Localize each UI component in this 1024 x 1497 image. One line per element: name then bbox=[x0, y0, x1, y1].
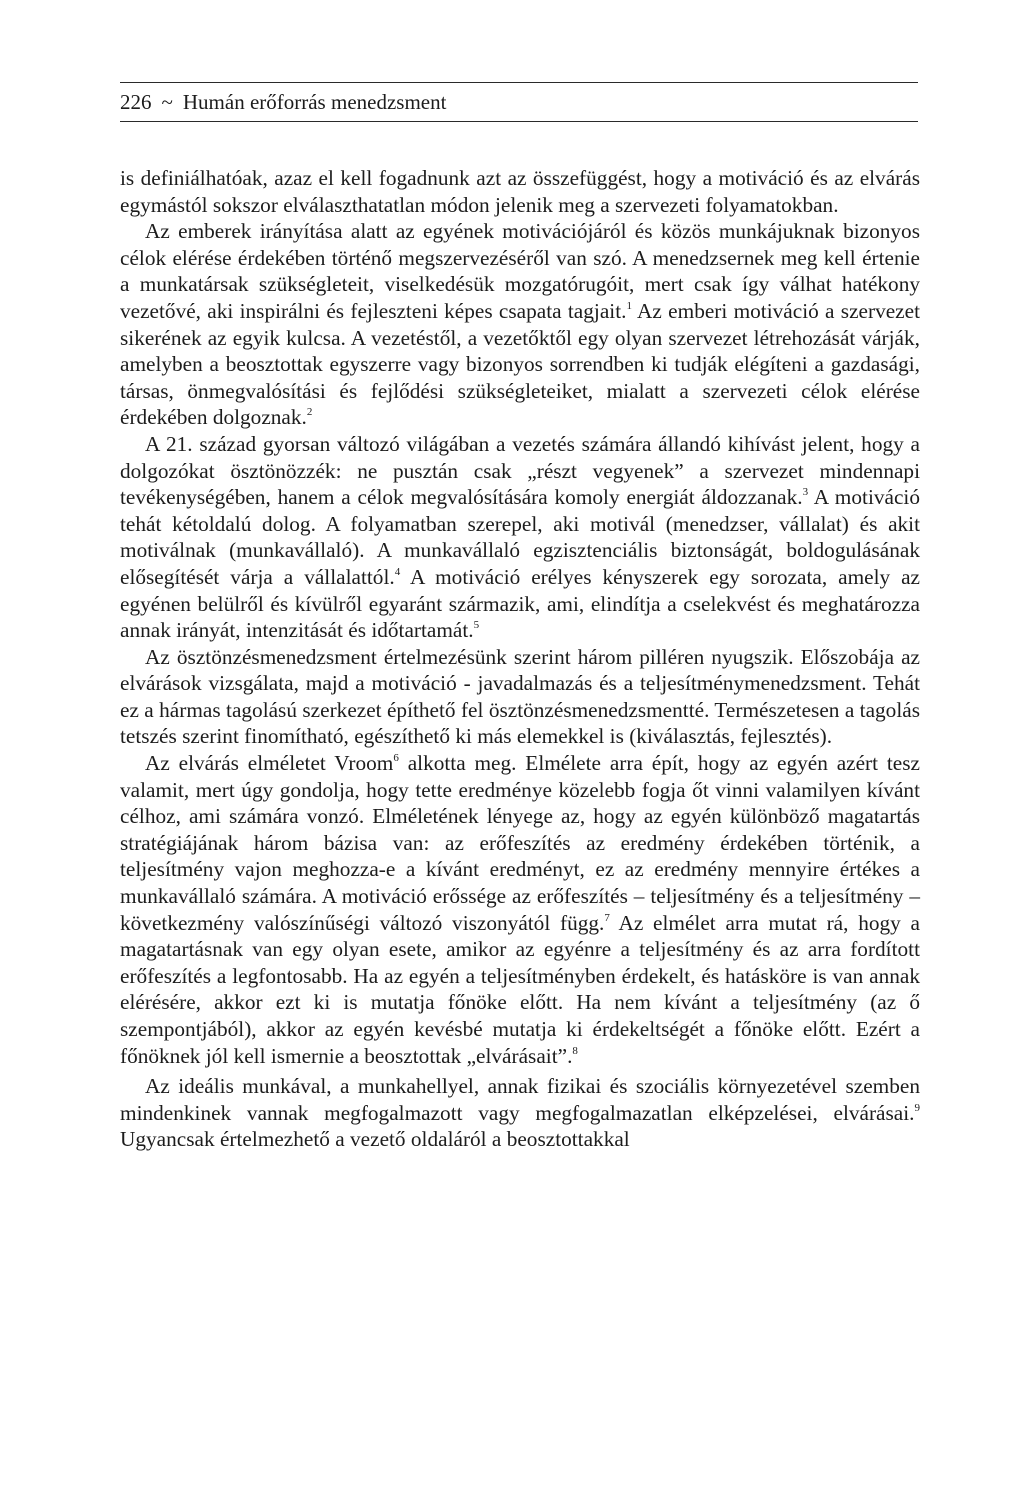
paragraph bbox=[120, 431, 920, 644]
text-run: Az elmélet arra mutat rá, hogy a magatartásnak van egy olyan esete, amikor az egyénre a teljesítmény és az arra fordított erőfeszítés a legfontosabb. Ha az egyén a teljesítményben érdekelt, és hatásköre is van annak elérésére, akkor ezt ki is mutatja főnöke előtt. Ha nem kívánt a teljesítmény (az ő szempontjából), akkor az egyén kevésbé mutatja ki érdekeltségét a főnöke előtt. Ezért a főnöknek jól kell ismernie a beosztottak „elvárásait”. bbox=[120, 910, 921, 1068]
footnote-ref: 3 bbox=[802, 486, 809, 499]
footnote-ref: 5 bbox=[473, 619, 480, 632]
paragraph bbox=[120, 644, 920, 750]
header-rule-bottom bbox=[120, 121, 918, 122]
footnote-ref: 9 bbox=[914, 1101, 920, 1114]
header-separator: ~ bbox=[161, 90, 173, 114]
footnote-ref: 1 bbox=[626, 299, 632, 312]
footnote-ref: 7 bbox=[604, 911, 610, 924]
text-run: Az ideális munkával, a munkahellyel, annak fizikai és szociális környezetével szemben mindenkinek vannak megfogalmazott vagy megfogalmazatlan elképzelései, elvárásai. bbox=[120, 1074, 920, 1125]
text-run: Az ösztönzésmenedzsment értelmezésünk szerint három pilléren nyugszik. Előszobája az elvárások vizsgálata, majd a motiváció - javadalmazás és a teljesítménymenedzsment. Tehát ez a hármas tagolású szerkezet építhető fel ösztönzésmenedzsmentté. Természetesen a tagolás tetszés szerint finomítható, egészíthető ki más elemekkel is (kiválasztás, fejlesztés). bbox=[120, 644, 920, 749]
page-number: 226 bbox=[120, 90, 152, 114]
text-run: Az emberi motiváció a szervezet sikerének az egyik kulcsa. A vezetéstől, a vezetőktől egy olyan szervezet létrehozását várják, amelyben a beosztottak egyszerre vagy bizonyos sorrendben ki tudják elégíteni a gazdasági, társas, önmegvalósítási és fejlődési szükségleteiket, mialatt a szervezeti célok elérése érdekében dolgoznak. bbox=[120, 298, 920, 430]
paragraph bbox=[120, 1073, 920, 1153]
footnote-ref: 8 bbox=[572, 1044, 578, 1057]
header-rule-top bbox=[120, 82, 918, 83]
paragraph bbox=[120, 218, 920, 431]
body-text bbox=[120, 165, 920, 1153]
text-run: A motiváció erélyes kényszerek egy sorozata, amely az egyénen belülről és kívülről egyaránt származik, ami, elindítja a cselekvést és meghatározza annak irányát, intenzitását és időtartamát. bbox=[120, 564, 920, 643]
running-title: Humán erőforrás menedzsment bbox=[182, 90, 447, 114]
text-run: alkotta meg. Elmélete arra épít, hogy az egyén azért tesz valamit, mert úgy gondolja, hogy tette eredménye közelebb fogja őt vinni valamilyen kívánt célhoz, ami számára vonzó. Elméletének lényege az, hogy az egyén különböző magatartás stratégiájának három bázisa van: az erőfeszítés az eredmény érdekében történik, a teljesítmény vajon meghozza-e a kívánt eredményt, ez az eredmény mennyire értékes a munkavállaló számára. A motiváció erőssége az erőfeszítés – teljesítmény és a teljesítmény – következmény valószínűségi változó viszonyától függ. bbox=[120, 751, 920, 935]
running-head bbox=[120, 88, 918, 116]
text-run: is definiálhatóak, azaz el kell fogadnunk azt az összefüggést, hogy a motiváció és az elvárás egymástól sokszor elválaszthatatlan módon jelenik meg a szervezeti folyamatokban. bbox=[120, 166, 920, 217]
text-run: A motiváció tehát kétoldalú dolog. A folyamatban szerepel, aki motivál (menedzser, vállalat) és akit motiválnak (munkavállaló). A munkavállaló egzisztenciális biztonságát, boldogulásának elősegítését várja a vállalattól. bbox=[120, 485, 920, 589]
footnote-ref: 4 bbox=[394, 565, 401, 578]
paragraph bbox=[120, 750, 920, 1069]
paragraph bbox=[120, 165, 920, 218]
text-run: A 21. század gyorsan változó világában a vezetés számára állandó kihívást jelent, hogy a dolgozókat ösztönözzék: ne pusztán csak „részt vegyenek” a szervezet mindennapi tevékenységében, hanem a célok megvalósítására komoly energiát áldozzanak. bbox=[120, 431, 920, 510]
footnote-ref: 2 bbox=[306, 406, 313, 419]
footnote-ref: 6 bbox=[393, 752, 399, 765]
text-run: Az elvárás elméletet Vroom bbox=[145, 751, 394, 776]
text-run: Az emberek irányítása alatt az egyének motivációjáról és közös munkájuknak bizonyos célok elérése érdekében történő megszervezéséről van szó. A menedzsernek meg kell értenie a munkatársak szükségleteit, viselkedésük mozgatórugóit, mert csak így válhat hatékony vezetővé, aki inspirálni és fejleszteni képes csapata tagjait. bbox=[120, 219, 920, 323]
text-run: Ugyancsak értelmezhető a vezető oldaláról a beosztottakkal bbox=[120, 1127, 630, 1152]
